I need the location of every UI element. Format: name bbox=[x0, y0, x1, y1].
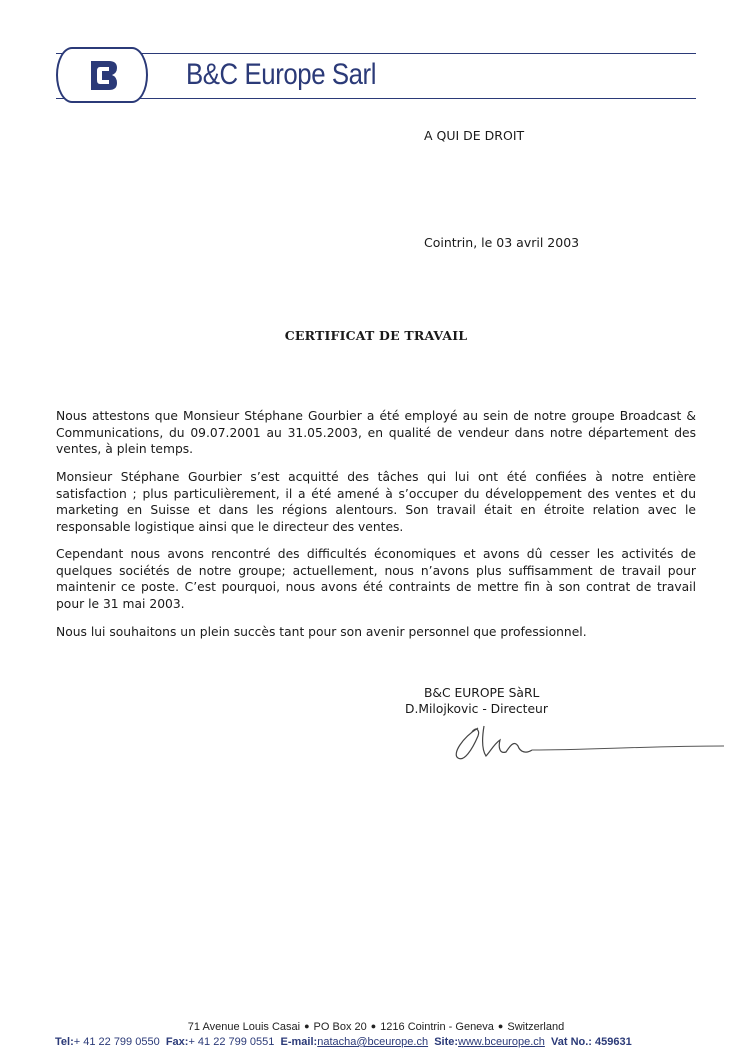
paragraph-2: Monsieur Stéphane Gourbier s’est acquitté des tâches qui lui ont été confiées à notre entière satisfaction ; plus particulièrement, il a été amené à s’occuper du développement des ventes et du marketing en Suisse et dans les régions alentours. Son travail était en étroite relation avec le responsable logistique ainsi que le directeur des ventes. bbox=[56, 470, 696, 534]
date-line: Cointrin, le 03 avril 2003 bbox=[424, 235, 580, 250]
vat-label: Vat No.: bbox=[551, 1036, 592, 1048]
signature-company: B&C EUROPE SàRL bbox=[424, 686, 540, 700]
footer-address bbox=[0, 1021, 752, 1033]
site-label: Site: bbox=[434, 1036, 459, 1048]
company-logo bbox=[56, 47, 148, 103]
paragraph-3: Cependant nous avons rencontré des difficultés économiques et avons dû cesser les activités de quelques sociétés de notre groupe; actuellement, nous n’avons plus suffisamment de travail pour maintenir ce poste. C’est pourquoi, nous avons été contraints de mettre fin à son contrat de travail pour le 31 mai 2003. bbox=[56, 547, 696, 611]
footer-city: 1216 Cointrin - Geneva bbox=[380, 1021, 494, 1033]
tel-label: Tel: bbox=[55, 1036, 74, 1048]
document-title: CERTIFICAT DE TRAVAIL bbox=[284, 328, 468, 343]
letterhead-bottom-rule bbox=[56, 98, 696, 99]
company-name: B&C Europe Sarl bbox=[186, 58, 377, 91]
tel-value: + 41 22 799 0550 bbox=[73, 1036, 160, 1048]
fax-label: Fax: bbox=[165, 1036, 189, 1048]
fax-value: + 41 22 799 0551 bbox=[188, 1036, 275, 1048]
signature-signer: D.Milojkovic - Directeur bbox=[405, 702, 548, 716]
bullet-icon: ● bbox=[370, 1021, 377, 1031]
footer-pobox: PO Box 20 bbox=[313, 1021, 367, 1033]
footer-street: 71 Avenue Louis Casai bbox=[187, 1021, 301, 1033]
email-label: E-mail: bbox=[280, 1036, 318, 1048]
footer-country: Switzerland bbox=[507, 1021, 565, 1033]
bullet-icon: ● bbox=[304, 1021, 310, 1031]
site-link[interactable]: www.bceurope.ch bbox=[458, 1036, 545, 1048]
bc-logo-icon bbox=[89, 59, 119, 92]
footer-contact bbox=[55, 1036, 632, 1048]
letterhead-top-rule bbox=[56, 53, 696, 54]
paragraph-4: Nous lui souhaitons un plein succès tant pour son avenir personnel que professionnel. bbox=[56, 625, 587, 639]
email-link[interactable]: natacha@bceurope.ch bbox=[317, 1036, 429, 1048]
vat-value: 459631 bbox=[595, 1036, 632, 1048]
paragraph-1: Nous attestons que Monsieur Stéphane Gourbier a été employé au sein de notre groupe Broadcast & Communications, du 09.07.2001 au 31.05.2003, en qualité de vendeur dans notre département des ventes, à plein temps. bbox=[56, 409, 696, 456]
addressee: A QUI DE DROIT bbox=[424, 128, 525, 143]
handwritten-signature bbox=[448, 716, 728, 766]
bullet-icon: ● bbox=[497, 1021, 504, 1031]
